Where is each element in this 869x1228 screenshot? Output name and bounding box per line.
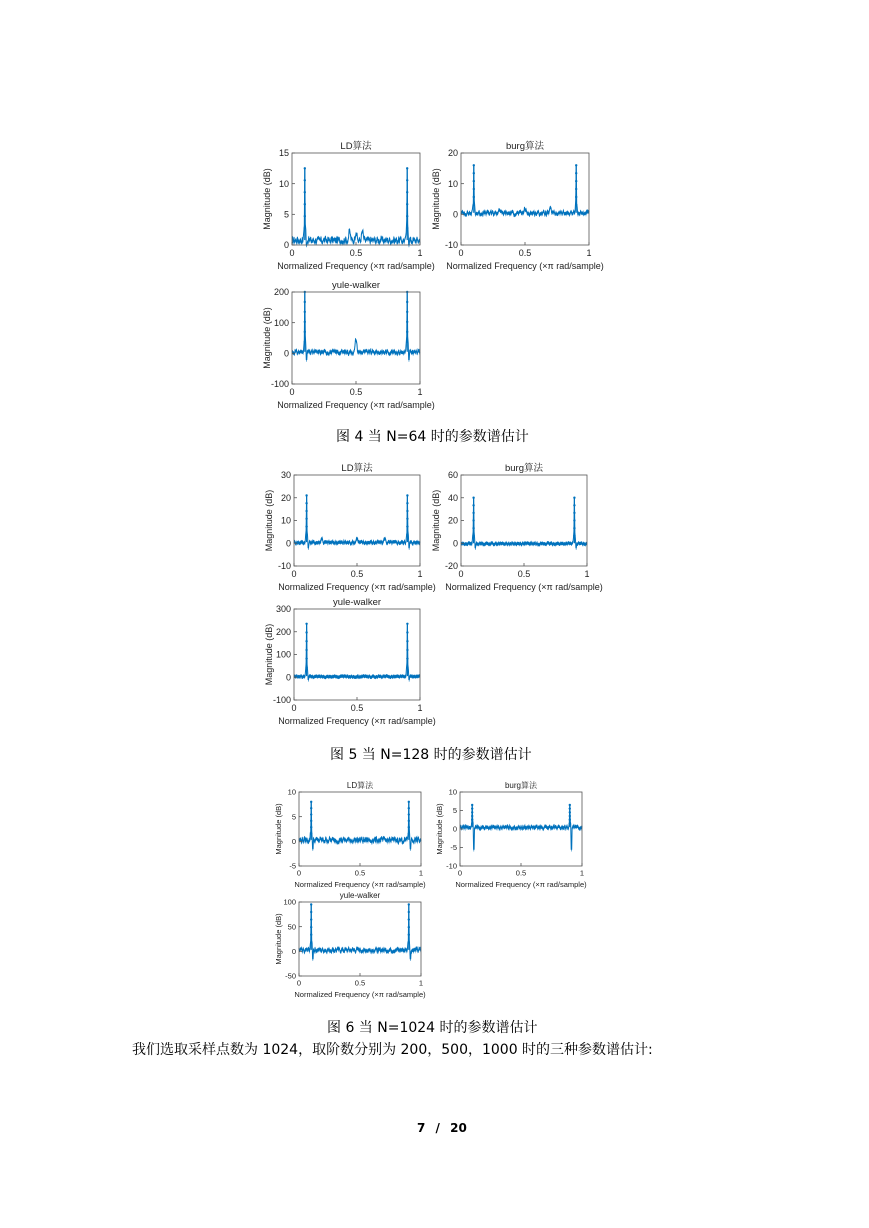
figure-4-caption: 图 4 当 N=64 时的参数谱估计 xyxy=(336,429,529,445)
y-tick-label: -10 xyxy=(444,240,458,251)
peak-marker xyxy=(305,666,307,668)
peak-marker xyxy=(310,926,312,928)
peak-marker xyxy=(569,807,571,809)
figure-6-caption: 图 6 当 N=1024 时的参数谱估计 xyxy=(327,1020,538,1036)
x-tick-label: 1 xyxy=(579,868,585,878)
peak-marker xyxy=(408,934,410,936)
page-number: 7 xyxy=(417,1121,426,1135)
x-tick-label: 0.5 xyxy=(515,868,527,878)
peak-marker xyxy=(472,527,474,529)
peak-marker xyxy=(473,188,475,190)
y-axis-label: Magnitude (dB) xyxy=(262,307,272,369)
x-tick-label: 1 xyxy=(417,248,423,258)
axes-box xyxy=(461,153,589,245)
peak-marker xyxy=(406,502,408,504)
y-tick-label: 10 xyxy=(280,515,291,526)
chart-title: burg算法 xyxy=(504,463,544,474)
peak-marker xyxy=(304,227,306,229)
x-axis-label: Normalized Frequency (×π rad/sample) xyxy=(278,716,436,726)
peak-marker xyxy=(408,826,410,828)
chart-title: yule-walker xyxy=(332,597,382,608)
x-tick-label: 0.5 xyxy=(354,978,366,988)
axes-box xyxy=(299,792,421,866)
figure-4-canvas xyxy=(250,135,630,420)
peak-marker xyxy=(304,203,306,205)
x-tick-label: 0.5 xyxy=(350,569,364,579)
peak-marker xyxy=(573,534,575,536)
peak-marker xyxy=(569,811,571,813)
y-axis-label: Magnitude (dB) xyxy=(431,168,441,230)
chart-title: LD算法 xyxy=(346,781,374,790)
peak-marker xyxy=(310,826,312,828)
peak-marker xyxy=(473,180,475,182)
peak-marker xyxy=(305,631,307,633)
peak-marker xyxy=(472,534,474,536)
axes-box xyxy=(461,475,587,566)
peak-marker xyxy=(305,623,307,625)
peak-marker xyxy=(408,813,410,815)
y-tick-label: 0 xyxy=(283,240,289,251)
y-tick-label: 40 xyxy=(447,492,458,503)
x-tick-label: 1 xyxy=(417,569,423,579)
axes-box xyxy=(294,475,420,566)
spectrum-band xyxy=(299,903,421,961)
peak-marker xyxy=(406,533,408,535)
peak-marker xyxy=(310,813,312,815)
chart-title: yule-walker xyxy=(339,891,381,900)
y-tick-label: -10 xyxy=(446,861,457,871)
peak-marker xyxy=(304,179,306,181)
spectrum-line xyxy=(299,905,421,959)
peak-marker xyxy=(406,227,408,229)
peak-marker xyxy=(310,941,312,943)
x-tick-label: 0.5 xyxy=(354,868,366,878)
peak-marker xyxy=(304,321,306,323)
y-tick-label: 15 xyxy=(278,148,289,159)
figure-5-caption: 图 5 当 N=128 时的参数谱估计 xyxy=(330,747,532,763)
x-tick-label: 0 xyxy=(291,703,297,713)
peak-marker xyxy=(305,494,307,496)
y-tick-label: 20 xyxy=(280,492,291,503)
peak-marker xyxy=(310,918,312,920)
y-tick-label: 5 xyxy=(283,209,289,220)
peak-marker xyxy=(310,807,312,809)
x-tick-label: 0 xyxy=(296,978,302,988)
y-tick-label: 30 xyxy=(280,470,291,481)
y-tick-label: -10 xyxy=(277,561,291,572)
y-tick-label: 20 xyxy=(447,515,458,526)
peak-marker xyxy=(408,926,410,928)
y-tick-label: -5 xyxy=(289,861,296,871)
page-total: 20 xyxy=(450,1121,467,1135)
peak-marker xyxy=(569,819,571,821)
y-tick-label: 20 xyxy=(447,148,458,159)
peak-marker xyxy=(575,188,577,190)
y-axis-label: Magnitude (dB) xyxy=(274,913,283,965)
peak-marker xyxy=(406,525,408,527)
peak-marker xyxy=(472,519,474,521)
y-tick-label: 300 xyxy=(275,604,291,615)
y-tick-label: 100 xyxy=(273,317,289,328)
peak-marker xyxy=(406,341,408,343)
peak-marker xyxy=(406,623,408,625)
x-axis-label: Normalized Frequency (×π rad/sample) xyxy=(445,582,603,592)
peak-marker xyxy=(408,820,410,822)
y-tick-label: 10 xyxy=(278,178,289,189)
x-tick-label: 0.5 xyxy=(518,248,532,258)
axes-box xyxy=(294,609,420,700)
peak-marker xyxy=(408,832,410,834)
spectrum-line xyxy=(461,498,587,548)
y-tick-label: 10 xyxy=(447,178,458,189)
peak-marker xyxy=(473,196,475,198)
x-tick-label: 1 xyxy=(418,978,424,988)
peak-marker xyxy=(408,941,410,943)
peak-marker xyxy=(471,819,473,821)
y-tick-label: 0 xyxy=(285,538,291,549)
peak-marker xyxy=(406,331,408,333)
y-tick-label: 0 xyxy=(452,209,458,220)
peak-marker xyxy=(408,807,410,809)
x-tick-label: 0 xyxy=(457,868,463,878)
figure-6 xyxy=(265,776,605,1010)
peak-marker xyxy=(406,167,408,169)
x-axis-label: Normalized Frequency (×π rad/sample) xyxy=(277,261,435,271)
peak-marker xyxy=(472,497,474,499)
peak-marker xyxy=(406,518,408,520)
x-tick-label: 0.5 xyxy=(349,248,363,258)
peak-marker xyxy=(406,203,408,205)
x-tick-label: 0 xyxy=(289,248,295,258)
x-axis-label: Normalized Frequency (×π rad/sample) xyxy=(278,582,436,592)
spectrum-line xyxy=(299,802,421,849)
peak-marker xyxy=(473,204,475,206)
peak-marker xyxy=(573,527,575,529)
peak-marker xyxy=(569,804,571,806)
axes-box xyxy=(299,902,421,976)
peak-marker xyxy=(575,172,577,174)
x-axis-label: Normalized Frequency (×π rad/sample) xyxy=(294,880,426,889)
y-tick-label: 0 xyxy=(283,348,289,359)
peak-marker xyxy=(305,657,307,659)
peak-marker xyxy=(310,820,312,822)
chart-5-3 xyxy=(264,597,436,726)
peak-marker xyxy=(473,164,475,166)
peak-marker xyxy=(406,301,408,303)
y-tick-label: 60 xyxy=(447,470,458,481)
peak-marker xyxy=(310,934,312,936)
spectrum-line xyxy=(294,496,420,548)
peak-marker xyxy=(305,649,307,651)
peak-marker xyxy=(575,180,577,182)
peak-marker xyxy=(310,832,312,834)
chart-6-2 xyxy=(435,780,587,889)
spectrum-line xyxy=(460,805,582,849)
x-tick-label: 0 xyxy=(458,248,464,258)
y-tick-label: 5 xyxy=(452,806,457,816)
peak-marker xyxy=(471,822,473,824)
peak-marker xyxy=(310,903,312,905)
y-tick-label: 0 xyxy=(291,836,296,846)
peak-marker xyxy=(473,172,475,174)
peak-marker xyxy=(406,311,408,313)
peak-marker xyxy=(305,525,307,527)
y-tick-label: 200 xyxy=(275,626,291,637)
y-tick-label: 0 xyxy=(452,824,457,834)
spectrum-band xyxy=(294,623,420,682)
x-tick-label: 0 xyxy=(291,569,297,579)
peak-marker xyxy=(471,811,473,813)
spectrum-line xyxy=(292,168,420,245)
x-tick-label: 0 xyxy=(458,569,464,579)
chart-title: LD算法 xyxy=(341,463,373,474)
y-tick-label: -20 xyxy=(444,561,458,572)
peak-marker xyxy=(304,331,306,333)
peak-marker xyxy=(304,167,306,169)
chart-4-3 xyxy=(262,280,435,410)
chart-5-2 xyxy=(431,462,603,592)
y-axis-label: Magnitude (dB) xyxy=(274,803,283,855)
chart-title: yule-walker xyxy=(331,280,381,291)
y-tick-label: -100 xyxy=(270,379,289,390)
x-tick-label: 0.5 xyxy=(349,387,363,397)
y-tick-label: -100 xyxy=(272,695,291,706)
peak-marker xyxy=(471,807,473,809)
chart-4-2 xyxy=(431,140,604,271)
peak-marker xyxy=(569,815,571,817)
x-tick-label: 1 xyxy=(417,703,423,713)
peak-marker xyxy=(304,341,306,343)
peak-marker xyxy=(406,657,408,659)
y-tick-label: -5 xyxy=(450,843,457,853)
peak-marker xyxy=(304,311,306,313)
axes-box xyxy=(292,153,420,245)
y-axis-label: Magnitude (dB) xyxy=(262,168,272,230)
peak-marker xyxy=(310,911,312,913)
peak-marker xyxy=(472,504,474,506)
x-axis-label: Normalized Frequency (×π rad/sample) xyxy=(277,400,435,410)
figure-5-canvas xyxy=(250,458,630,738)
figure-4 xyxy=(250,135,630,424)
chart-6-3 xyxy=(274,891,426,999)
peak-marker xyxy=(310,801,312,803)
x-tick-label: 1 xyxy=(418,868,424,878)
body-paragraph: 我们选取采样点数为 1024，取阶数分别为 200，500，1000 时的三种参数谱估计: xyxy=(132,1042,653,1058)
peak-marker xyxy=(305,510,307,512)
spectrum-line xyxy=(292,292,420,360)
peak-marker xyxy=(406,640,408,642)
peak-marker xyxy=(575,196,577,198)
x-tick-label: 0 xyxy=(289,387,295,397)
y-tick-label: 10 xyxy=(448,787,457,797)
chart-6-1 xyxy=(274,780,426,889)
y-axis-label: Magnitude (dB) xyxy=(435,803,444,855)
spectrum-line xyxy=(294,624,420,680)
peak-marker xyxy=(406,191,408,193)
peak-marker xyxy=(573,504,575,506)
x-axis-label: Normalized Frequency (×π rad/sample) xyxy=(294,990,426,999)
y-axis-label: Magnitude (dB) xyxy=(431,489,441,552)
peak-marker xyxy=(406,631,408,633)
peak-marker xyxy=(304,301,306,303)
y-tick-label: 100 xyxy=(275,649,291,660)
peak-marker xyxy=(408,911,410,913)
peak-marker xyxy=(472,512,474,514)
y-tick-label: 0 xyxy=(285,672,291,683)
x-tick-label: 0.5 xyxy=(350,703,364,713)
x-tick-label: 1 xyxy=(417,387,423,397)
page-footer xyxy=(417,1121,467,1135)
y-tick-label: 5 xyxy=(291,812,296,822)
x-tick-label: 1 xyxy=(584,569,590,579)
x-tick-label: 0.5 xyxy=(517,569,531,579)
y-tick-label: -50 xyxy=(285,971,296,981)
peak-marker xyxy=(406,321,408,323)
peak-marker xyxy=(406,215,408,217)
peak-marker xyxy=(305,518,307,520)
peak-marker xyxy=(573,497,575,499)
peak-marker xyxy=(408,801,410,803)
chart-5-1 xyxy=(264,462,436,592)
peak-marker xyxy=(304,215,306,217)
figure-6-canvas xyxy=(265,776,605,1006)
spectrum-band xyxy=(299,801,421,851)
x-axis-label: Normalized Frequency (×π rad/sample) xyxy=(455,880,587,889)
peak-marker xyxy=(406,649,408,651)
peak-marker xyxy=(471,804,473,806)
y-tick-label: 0 xyxy=(291,946,296,956)
y-tick-label: 10 xyxy=(287,787,296,797)
y-tick-label: 0 xyxy=(452,538,458,549)
peak-marker xyxy=(406,179,408,181)
peak-marker xyxy=(408,903,410,905)
chart-4-1 xyxy=(262,140,435,271)
spectrum-line xyxy=(461,165,589,215)
peak-marker xyxy=(305,502,307,504)
peak-marker xyxy=(471,815,473,817)
chart-title: LD算法 xyxy=(340,141,372,152)
peak-marker xyxy=(573,519,575,521)
peak-marker xyxy=(305,533,307,535)
y-axis-label: Magnitude (dB) xyxy=(264,489,274,552)
peak-marker xyxy=(575,204,577,206)
y-tick-label: 100 xyxy=(283,897,296,907)
y-tick-label: 50 xyxy=(287,922,296,932)
x-tick-label: 0 xyxy=(296,868,302,878)
y-tick-label: 200 xyxy=(273,287,289,298)
chart-title: burg算法 xyxy=(504,781,538,790)
peak-marker xyxy=(569,822,571,824)
figure-5 xyxy=(250,458,630,742)
x-axis-label: Normalized Frequency (×π rad/sample) xyxy=(446,261,604,271)
x-tick-label: 1 xyxy=(586,248,592,258)
peak-marker xyxy=(573,512,575,514)
peak-marker xyxy=(406,510,408,512)
peak-marker xyxy=(406,494,408,496)
peak-marker xyxy=(305,640,307,642)
peak-marker xyxy=(575,164,577,166)
peak-marker xyxy=(406,666,408,668)
axes-box xyxy=(292,292,420,384)
peak-marker xyxy=(304,191,306,193)
peak-marker xyxy=(408,918,410,920)
y-axis-label: Magnitude (dB) xyxy=(264,623,274,686)
page-separator: / xyxy=(435,1121,440,1135)
chart-title: burg算法 xyxy=(505,141,545,152)
